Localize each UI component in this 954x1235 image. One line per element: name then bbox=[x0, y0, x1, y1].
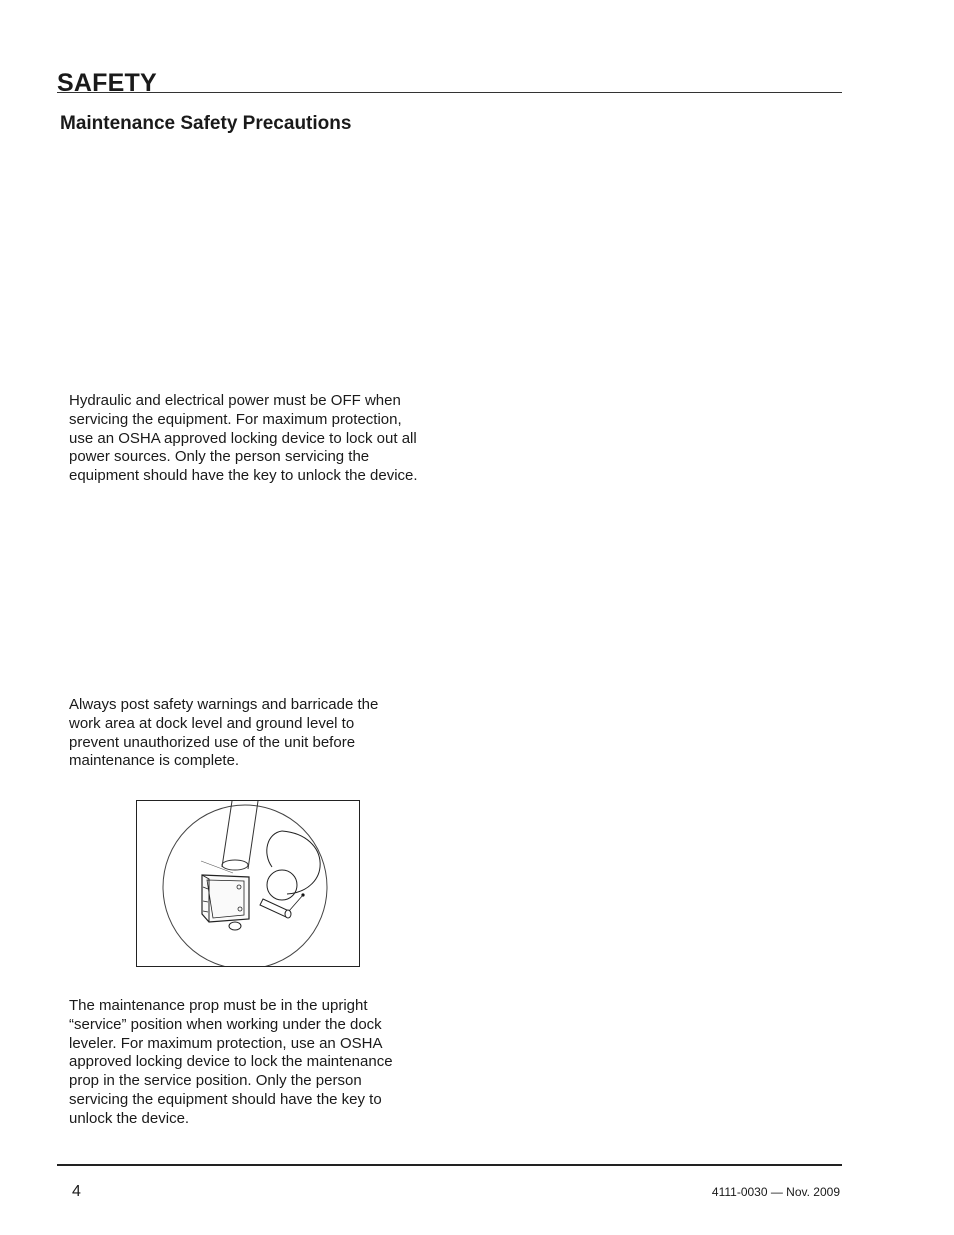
footer-divider bbox=[57, 1164, 842, 1166]
safety-warnings-paragraph: Always post safety warnings and barricade the work area at dock level and ground level to prevent unauthorized use of the unit before maintenance is complete. bbox=[69, 696, 379, 770]
section-title: Maintenance Safety Precautions bbox=[60, 113, 352, 134]
document-reference: 4111-0030 — Nov. 2009 bbox=[711, 1185, 840, 1199]
header-divider bbox=[57, 92, 842, 93]
maintenance-prop-lock-icon bbox=[137, 801, 359, 966]
page-number: 4 bbox=[72, 1183, 81, 1200]
maintenance-prop-figure bbox=[136, 800, 360, 967]
page-header-title: SAFETY bbox=[57, 69, 157, 97]
maintenance-prop-paragraph: The maintenance prop must be in the upright “service” position when working under the dock leveler. For maximum protection, use an OSHA approved locking device to lock the maintenance prop in the service position. Only the person servicing the equipment should have the key to unlock the device. bbox=[69, 997, 393, 1127]
power-off-paragraph: Hydraulic and electrical power must be OFF when servicing the equipment. For maximum protection, use an OSHA approved locking device to lock out all power sources. Only the person servicing the equipment should have the key to unlock the device. bbox=[69, 392, 418, 485]
